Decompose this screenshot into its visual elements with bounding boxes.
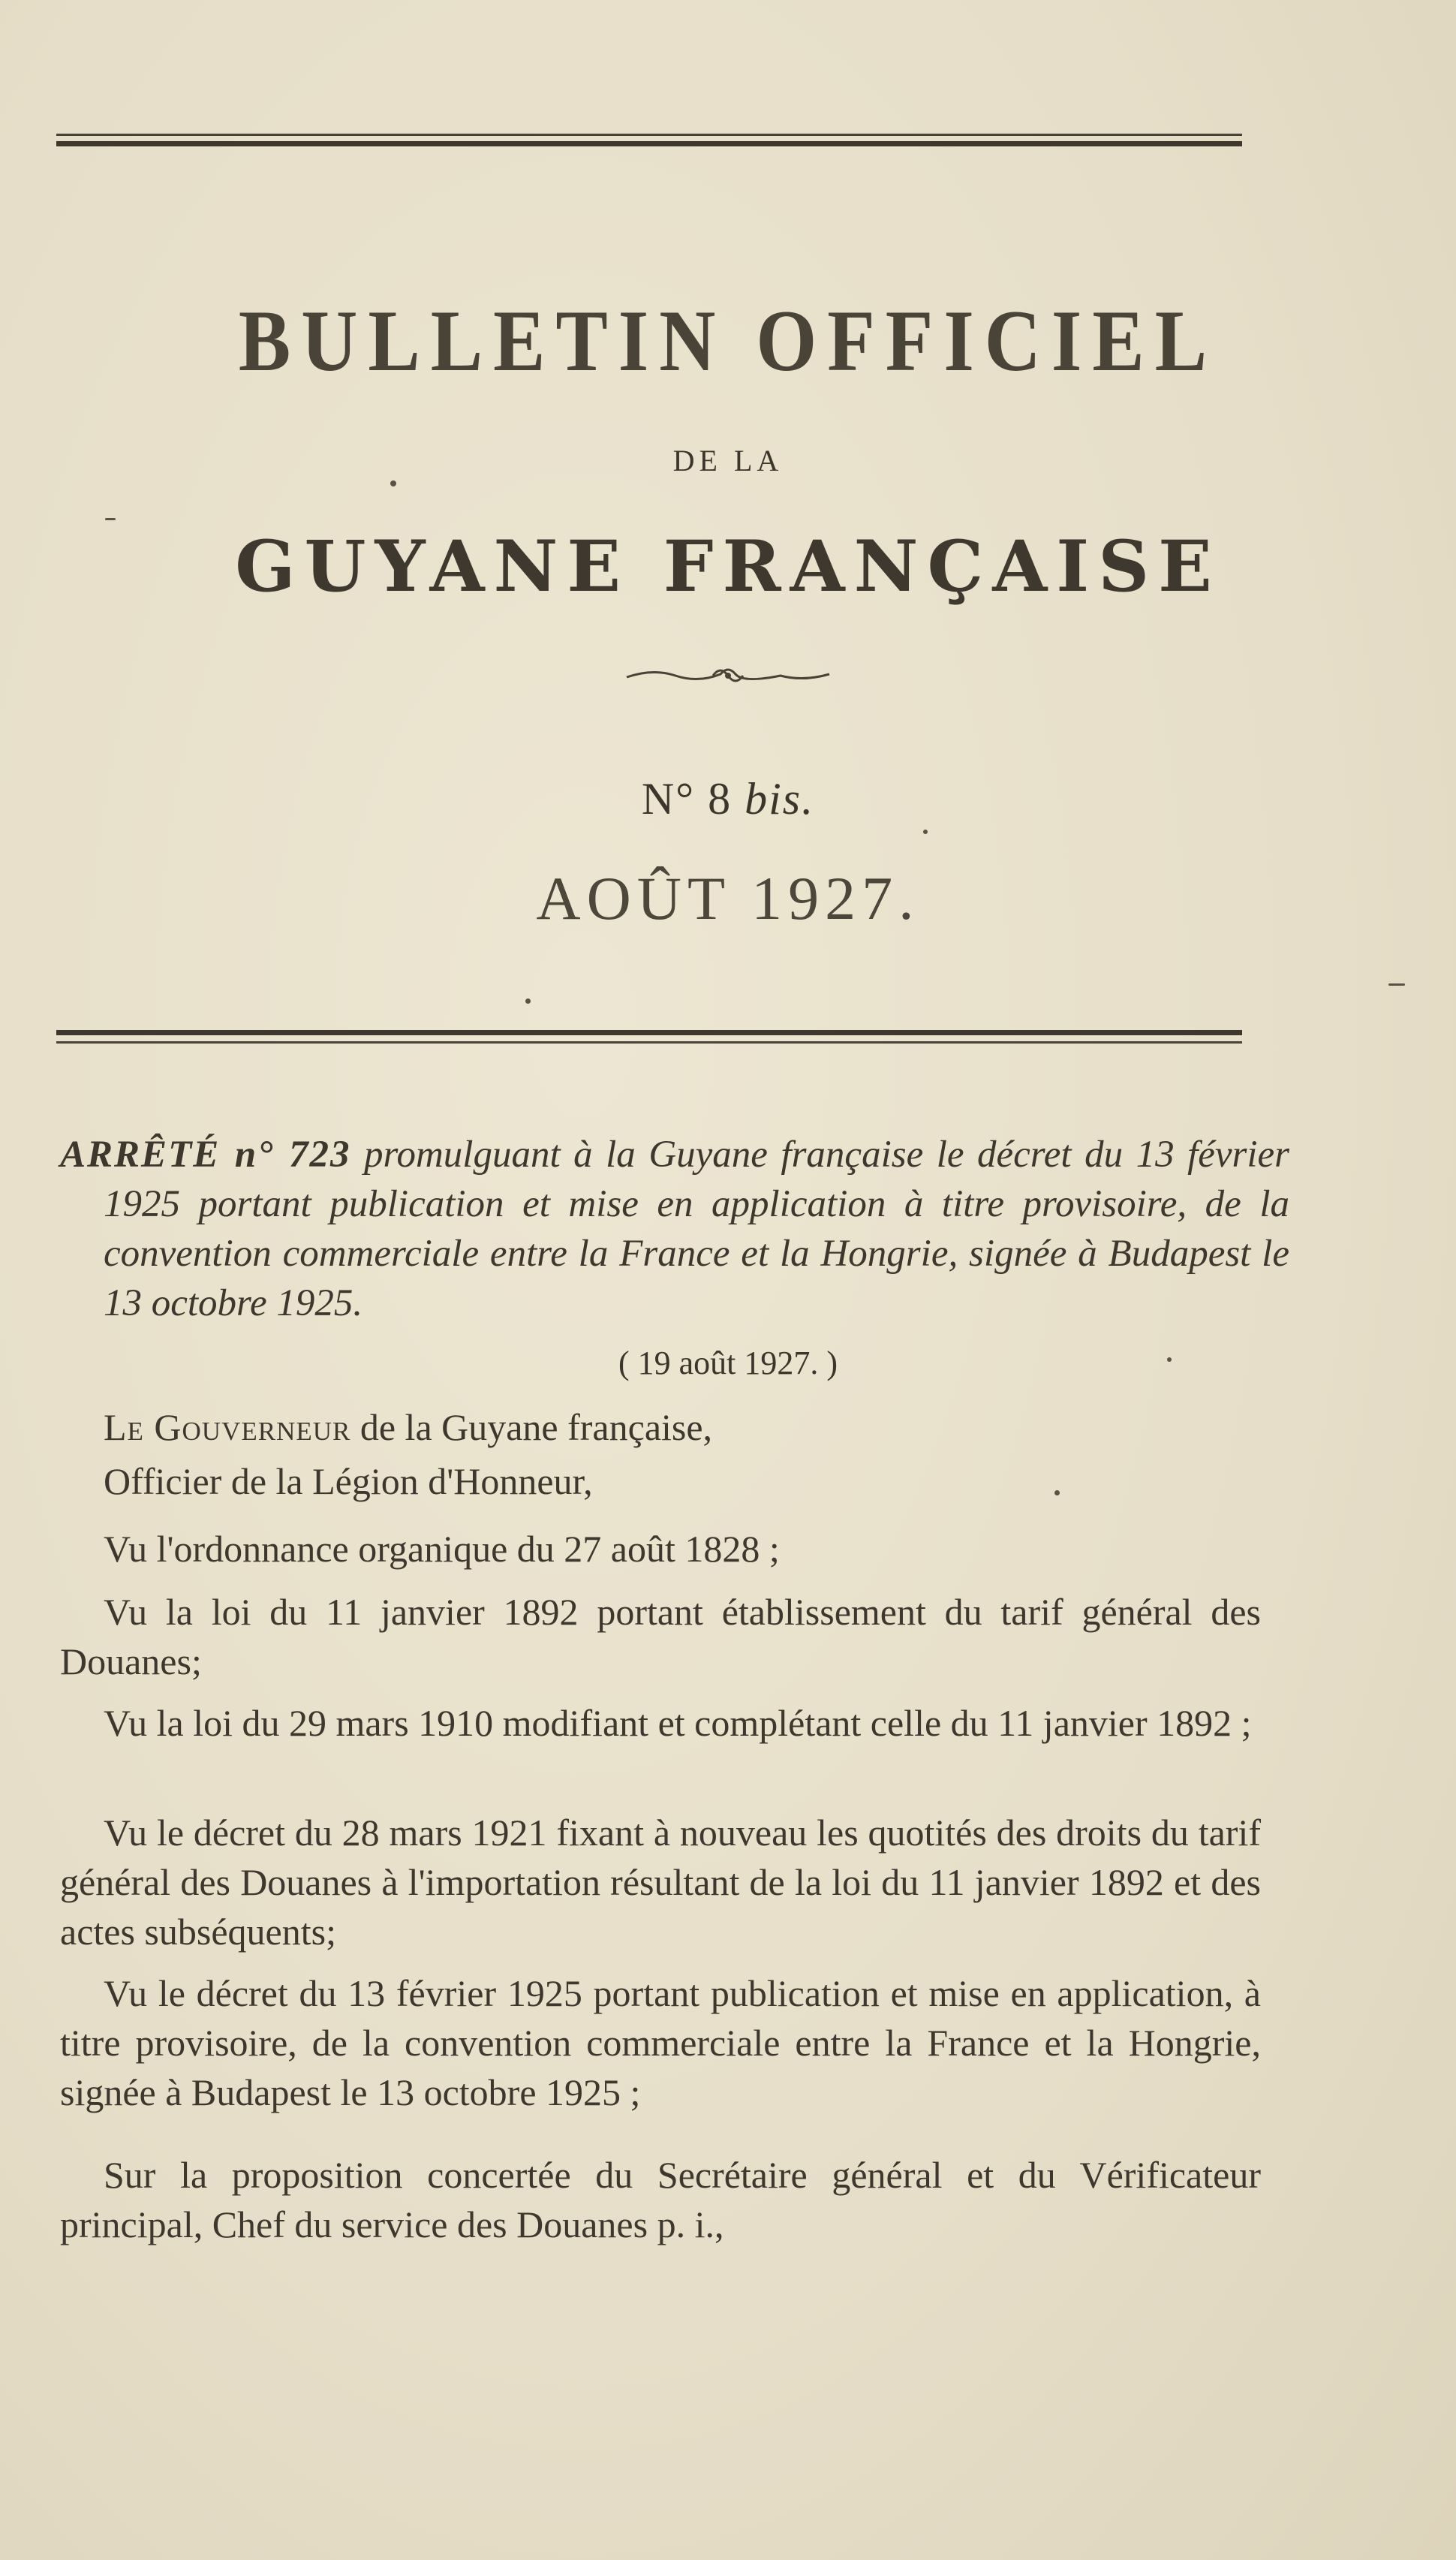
rule-thick	[56, 1030, 1242, 1035]
considerant-paragraph: Vu le décret du 13 février 1925 portant publication et mise en application, à titre provisoire, de la convention commerciale entre la France et la Hongrie, signée à Budapest le 13 octobre 1925 ;	[60, 1972, 1261, 2113]
gouverneur-title: Le Gouverneur	[104, 1406, 351, 1448]
paper-speck	[105, 518, 116, 520]
paper-speck	[1054, 1490, 1060, 1495]
paper-speck	[525, 998, 531, 1004]
officier-line: Officier de la Légion d'Honneur,	[104, 1460, 593, 1502]
rule-thin	[56, 1041, 1242, 1044]
bottom-double-rule	[56, 1030, 1242, 1049]
issue-number-prefix: N° 8	[641, 774, 733, 824]
top-double-rule	[56, 134, 1242, 146]
paper-speck	[1388, 983, 1405, 986]
arrete-lead: ARRÊTÉ n° 723	[60, 1134, 351, 1176]
considerant-paragraph: Vu le décret du 28 mars 1921 fixant à nouveau les quotités des droits du tarif général des Douanes à l'importation résultant de la loi du 11 janvier 1892 et des actes subséquents;	[60, 1812, 1261, 1953]
considerant-paragraph: Vu l'ordonnance organique du 27 août 1828 ;	[104, 1528, 780, 1570]
rule-thick	[56, 141, 1242, 146]
paper-speck	[1167, 1357, 1172, 1362]
arrete-date: ( 19 août 1927. )	[618, 1345, 838, 1381]
considerant-paragraph: Vu la loi du 11 janvier 1892 portant établissement du tarif général des Douanes;	[60, 1591, 1261, 1682]
rule-thin	[56, 134, 1242, 136]
paper-speck	[923, 830, 928, 834]
considerant-paragraph: Sur la proposition concertée du Secrétaire général et du Vérificateur principal, Chef du service des Douanes p. i.,	[60, 2154, 1261, 2245]
bulletin-subtitle: GUYANE FRANÇAISE	[235, 526, 1221, 608]
issue-number-suffix: bis.	[745, 774, 815, 824]
issue-number	[0, 773, 1456, 825]
gouverneur-line	[60, 1402, 1261, 1452]
bulletin-title: BULLETIN OFFICIEL	[238, 293, 1218, 390]
decorative-flourish-icon	[0, 661, 1456, 694]
arrete-heading	[60, 1130, 1289, 1328]
bulletin-de-la: DE LA	[672, 444, 784, 477]
arrete-title-text: promulguant à la Guyane française le décret du 13 février 1925 portant publication et mise en application à titre provisoire, de la convention commerciale entre la France et la Hongrie, signée à Budapest le 13 octobre 1925.	[104, 1134, 1290, 1324]
gouverneur-rest: de la Guyane française,	[350, 1406, 713, 1448]
considerant-paragraph: Vu la loi du 29 mars 1910 modifiant et complétant celle du 11 janvier 1892 ;	[104, 1702, 1252, 1744]
issue-date: AOÛT 1927.	[536, 864, 920, 932]
paper-speck	[390, 480, 396, 486]
